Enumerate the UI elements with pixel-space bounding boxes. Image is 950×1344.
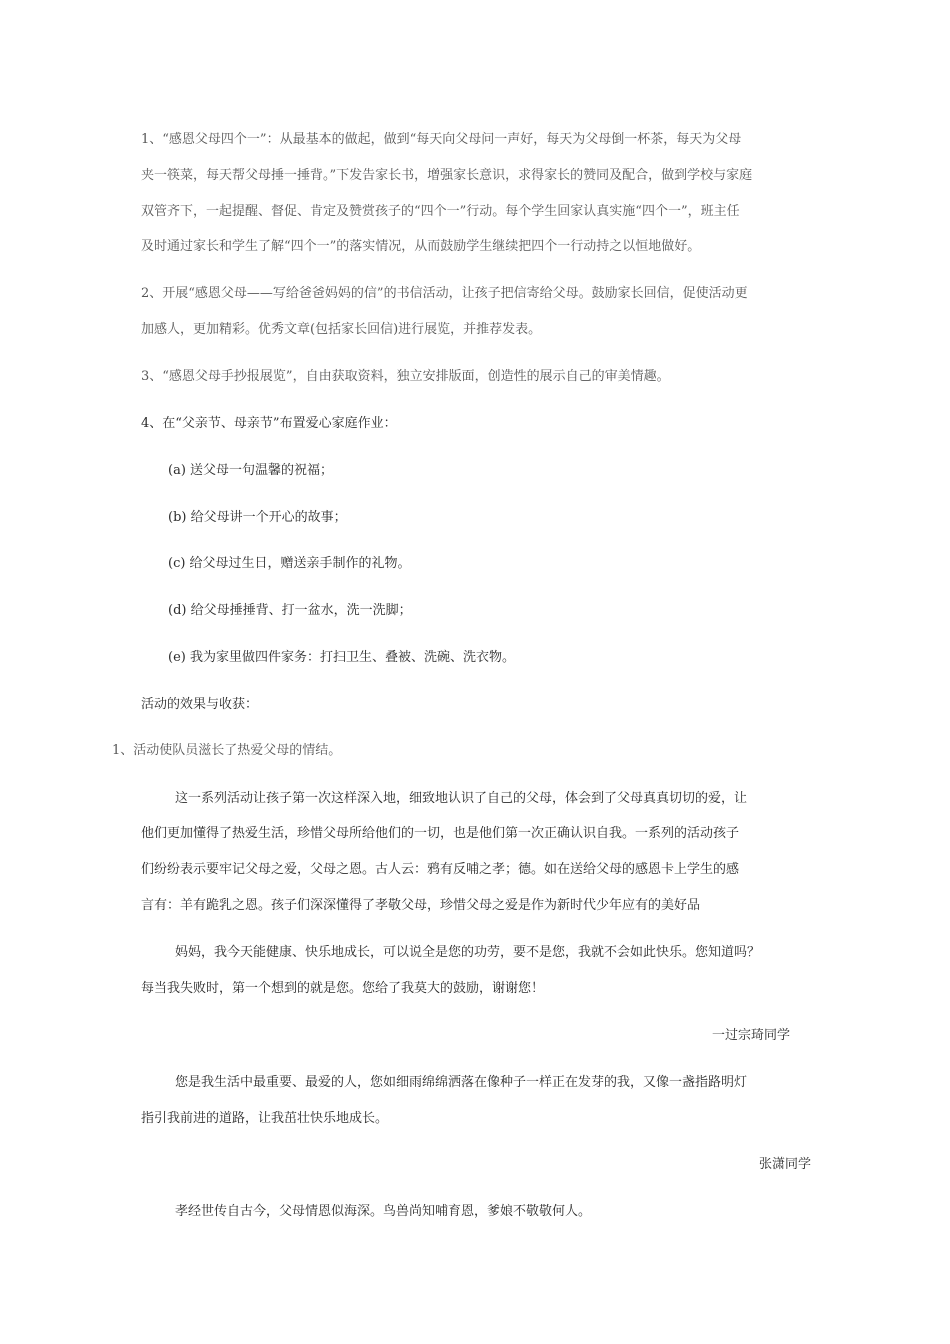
list-item-c: (c) 给父母过生日，赠送亲手制作的礼物。: [168, 556, 411, 571]
list-item-e: (e) 我为家里做四件家务：打扫卫生、叠被、洗碗、洗衣物。: [168, 650, 515, 665]
body-para-1-line-3: 们纷纷表示要牢记父母之爱，父母之恩。古人云：鸦有反哺之孝；德。如在送给父母的感恩卡上学生的感: [141, 862, 740, 877]
paragraph-1-line-2: 夹一筷菜，每天帮父母捶一捶背。”下发告家长书，增强家长意识，求得家长的赞同及配合，做到学校与家庭: [141, 168, 753, 183]
paragraph-2-line-2: 加感人，更加精彩。优秀文章(包括家长回信)进行展览，并推荐发表。: [141, 322, 542, 337]
quote-1-line-1: 妈妈，我今天能健康、快乐地成长，可以说全是您的功劳，要不是您，我就不会如此快乐。您知道吗？: [175, 945, 761, 960]
paragraph-1-line-4: 及时通过家长和学生了解“四个一”的落实情况，从而鼓励学生继续把四个一行动持之以恒地做好。: [141, 239, 701, 254]
body-para-1-line-2: 他们更加懂得了热爱生活，珍惜父母所给他们的一切，也是他们第一次正确认识自我。一系列的活动孩子: [141, 826, 740, 841]
subheading-1: 1、活动使队员滋长了热爱父母的情结。: [112, 743, 342, 758]
quote-1-line-2: 每当我失败时，第一个想到的就是您。您给了我莫大的鼓励，谢谢您！: [141, 981, 545, 996]
list-item-a: (a) 送父母一句温馨的祝福；: [168, 463, 334, 478]
paragraph-2-line-1: 2、开展“感恩父母——写给爸爸妈妈的信”的书信活动，让孩子把信寄给父母。鼓励家长回信，促使活动更: [141, 286, 748, 301]
paragraph-1-line-3: 双管齐下，一起提醒、督促、肯定及赞赏孩子的“四个一”行动。每个学生回家认真实施“四个一”，班主任: [141, 204, 740, 219]
signature-1: 一过宗琦同学: [712, 1028, 791, 1043]
quote-2-line-2: 指引我前进的道路，让我茁壮快乐地成长。: [141, 1111, 389, 1126]
section-heading: 活动的效果与收获：: [141, 697, 259, 712]
list-item-b: (b) 给父母讲一个开心的故事；: [168, 510, 347, 525]
paragraph-4: 4、在“父亲节、母亲节”布置爱心家庭作业：: [141, 416, 397, 431]
poem-line: 孝经世传自古今，父母情恩似海深。鸟兽尚知哺育恩，爹娘不敬敬何人。: [175, 1204, 592, 1219]
list-item-d: (d) 给父母捶捶背、打一盆水，洗一洗脚；: [168, 603, 412, 618]
body-para-1-line-4: 言有：羊有跪乳之恩。孩子们深深懂得了孝敬父母，珍惜父母之爱是作为新时代少年应有的美好品: [141, 898, 701, 913]
quote-2-line-1: 您是我生活中最重要、最爱的人，您如细雨绵绵洒落在像种子一样正在发芽的我，又像一盏指路明灯: [175, 1075, 748, 1090]
body-para-1-line-1: 这一系列活动让孩子第一次这样深入地，细致地认识了自己的父母，体会到了父母真真切切的爱，让: [175, 791, 748, 806]
signature-2: 张潇同学: [759, 1157, 812, 1172]
paragraph-3: 3、“感恩父母手抄报展览”，自由获取资料，独立安排版面，创造性的展示自己的审美情趣。: [141, 369, 670, 384]
paragraph-1-line-1: 1、“感恩父母四个一”：从最基本的做起，做到“每天向父母问一声好，每天为父母倒一杯茶，每天为父母: [141, 132, 742, 147]
